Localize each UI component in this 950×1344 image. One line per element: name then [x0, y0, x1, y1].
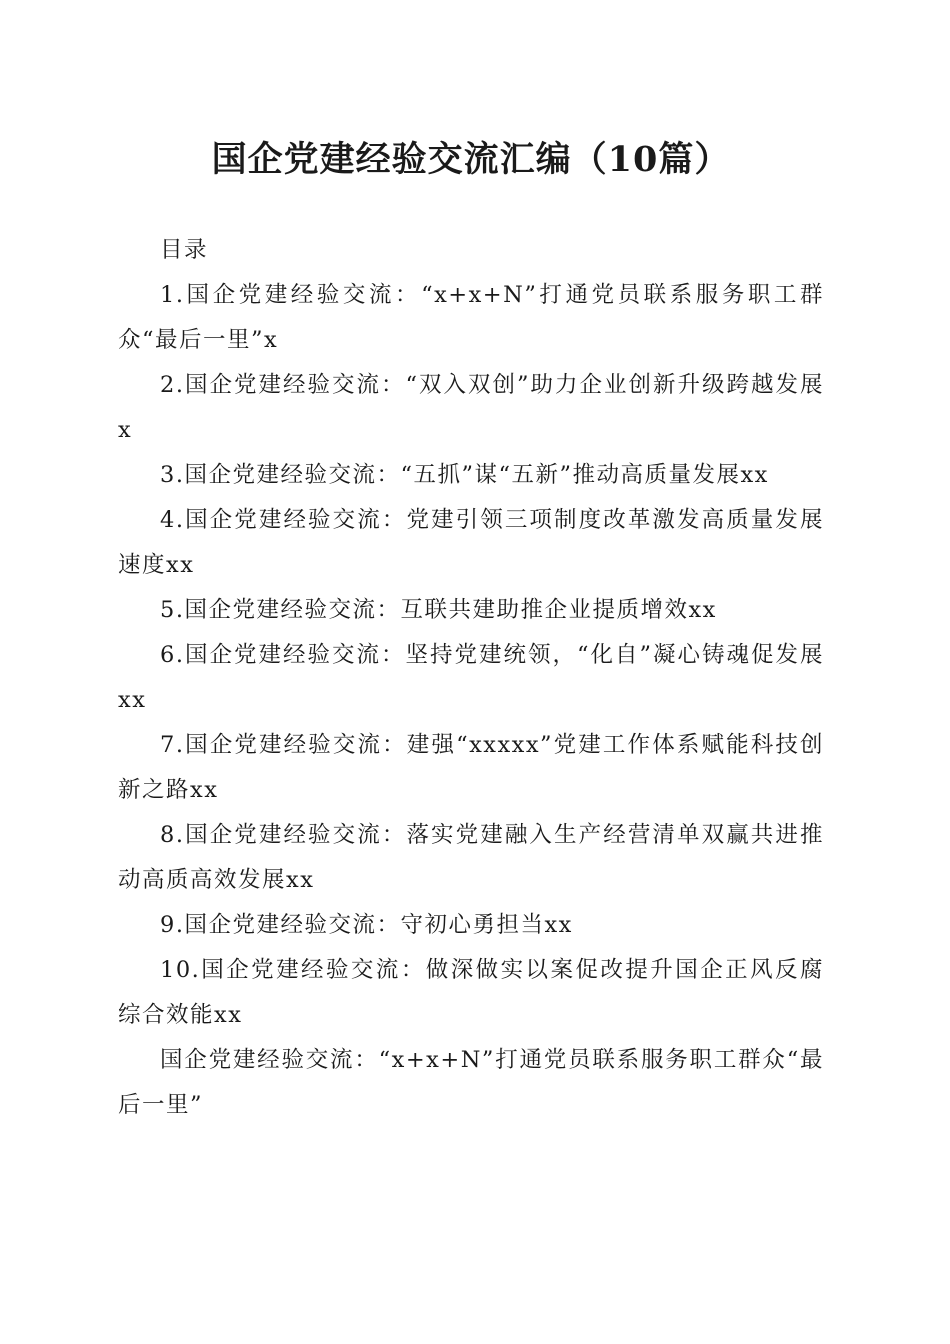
toc-item-3: 3.国企党建经验交流：“五抓”谋“五新”推动高质量发展xx	[160, 462, 769, 488]
toc-item-8: 8.国企党建经验交流：落实党建融入生产经营清单双赢共进推动高质高效发展xx	[118, 822, 824, 893]
document-title: 国企党建经验交流汇编（10篇）	[211, 139, 731, 180]
document-body	[118, 228, 824, 1128]
toc-item-10: 10.国企党建经验交流：做深做实以案促改提升国企正风反腐综合效能xx	[118, 957, 824, 1028]
toc-item-7: 7.国企党建经验交流：建强“xxxxx”党建工作体系赋能科技创新之路xx	[118, 732, 824, 803]
toc-item-1: 1.国企党建经验交流：“x+x+N”打通党员联系服务职工群众“最后一里”x	[118, 282, 824, 353]
toc-item-6: 6.国企党建经验交流：坚持党建统领，“化自”凝心铸魂促发展xx	[118, 642, 824, 713]
toc-item-9: 9.国企党建经验交流：守初心勇担当xx	[160, 912, 573, 938]
section-title: 国企党建经验交流：“x+x+N”打通党员联系服务职工群众“最后一里”	[118, 1047, 824, 1118]
toc-item-4: 4.国企党建经验交流：党建引领三项制度改革激发高质量发展速度xx	[118, 507, 824, 578]
toc-item-2: 2.国企党建经验交流：“双入双创”助力企业创新升级跨越发展x	[118, 372, 824, 443]
toc-item-5: 5.国企党建经验交流：互联共建助推企业提质增效xx	[160, 597, 717, 623]
toc-heading: 目录	[160, 237, 209, 263]
